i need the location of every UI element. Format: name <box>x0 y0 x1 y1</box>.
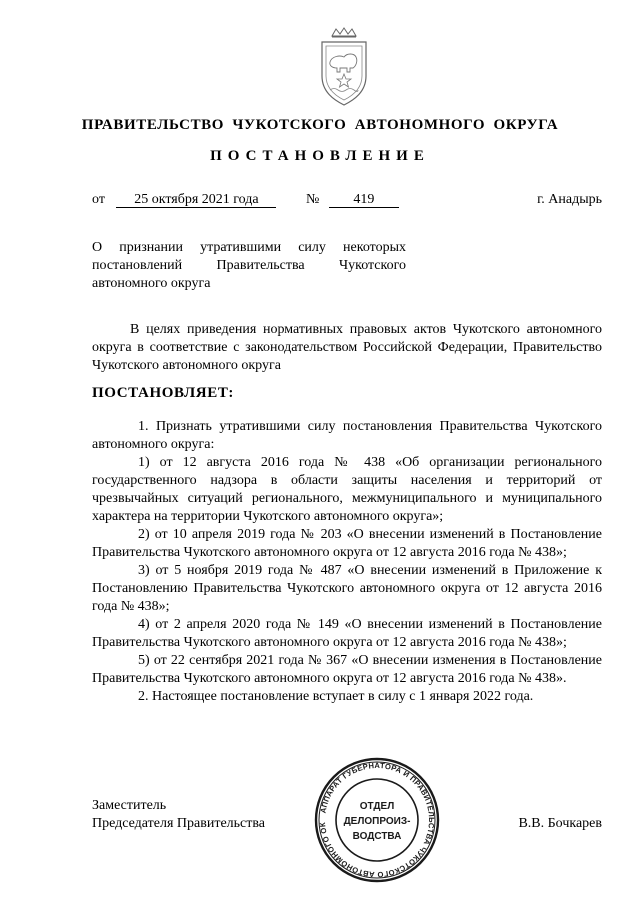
number-prefix: № <box>306 192 320 207</box>
subject-line: О признании утратившими силу некоторых <box>92 240 406 255</box>
clause-paragraph: 2. Настоящее постановление вступает в силу с 1 января 2022 года. <box>138 689 534 704</box>
clause-paragraph: 1. Признать утратившими силу постановления Правительства Чукотского автономного округа: <box>92 419 602 452</box>
date-field <box>92 192 276 208</box>
document-date: 25 октября 2021 года <box>116 192 276 208</box>
preamble-paragraph: В целях приведения нормативных правовых актов Чукотского автономного округа в соответствие с законодательством Российской Федерации, Правительство Чукотского автономного округа <box>92 322 602 373</box>
signatory-position <box>92 797 265 833</box>
stamp-center-line: ОТДЕЛ <box>359 801 395 812</box>
position-line: Председателя Правительства <box>92 816 266 831</box>
stamp-ring-text: АППАРАТ ГУБЕРНАТОРА И ПРАВИТЕЛЬСТВА ЧУКОТСКОГО АВТОНОМНОГО ОК <box>318 760 437 880</box>
clause-paragraph: 1) от 12 августа 2016 года № 438 «Об организации регионального государственного надзора в области защиты населения и территорий от чрезвычайных ситуаций регионального, межмуниципального и муниципального характера на территории Чукотского автономного округа»; <box>92 455 602 524</box>
subject-line: автономного округа <box>92 276 211 291</box>
stamp-center-line: ВОДСТВА <box>352 831 402 842</box>
clause-paragraph: 2) от 10 апреля 2019 года № 203 «О внесении изменений в Постановление Правительства Чукотского автономного округа от 12 августа 2016 года № 438»; <box>92 527 602 560</box>
signatory-name: В.В. Бочкарев <box>518 816 602 831</box>
date-prefix: от <box>92 192 105 207</box>
clause-paragraph: 5) от 22 сентября 2021 года № 367 «О внесении изменения в Постановление Правительства Чукотского автономного округа от 12 августа 2016 года № 438». <box>92 653 602 686</box>
official-stamp <box>313 756 441 884</box>
organization-title: ПРАВИТЕЛЬСТВО ЧУКОТСКОГО АВТОНОМНОГО ОКРУГА <box>81 117 559 133</box>
stamp-center-line: ДЕЛОПРОИЗ- <box>343 816 411 827</box>
document-type-title: ПОСТАНОВЛЕНИЕ <box>210 148 430 164</box>
number-field <box>306 192 399 208</box>
resolves-heading: ПОСТАНОВЛЯЕТ: <box>92 385 235 401</box>
clause-paragraph: 3) от 5 ноября 2019 года № 487 «О внесении изменений в Приложение к Постановлению Правительства Чукотского автономного округа от 12 августа 2016 года № 438»; <box>92 563 602 614</box>
coat-of-arms-icon <box>310 26 378 108</box>
subject-line: постановлений Правительства Чукотского <box>92 258 406 273</box>
document-city: г. Анадырь <box>537 192 602 207</box>
clause-paragraph: 4) от 2 апреля 2020 года № 149 «О внесении изменений в Постановление Правительства Чукотского автономного округа от 12 августа 2016 года № 438»; <box>92 617 602 650</box>
resolution-body <box>92 418 602 706</box>
document-number: 419 <box>329 192 399 208</box>
document-subject <box>92 239 406 293</box>
position-line: Заместитель <box>92 798 167 813</box>
